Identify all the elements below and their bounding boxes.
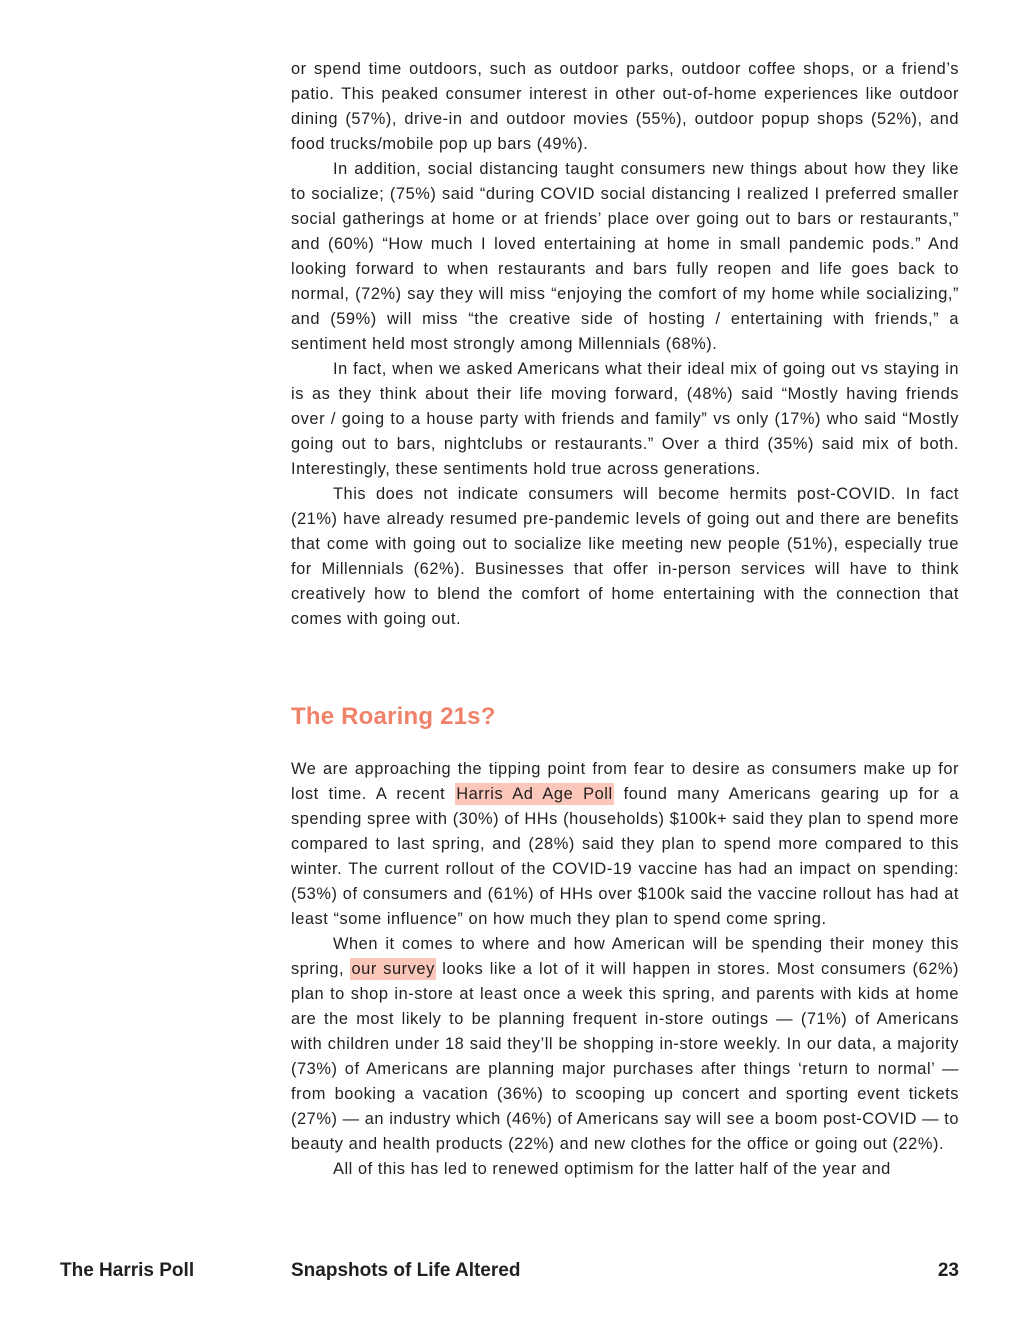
section-heading: The Roaring 21s? [291,703,496,730]
harris-ad-age-poll-link[interactable]: Harris Ad Age Poll [456,785,613,803]
paragraph-spending-stores [291,932,959,1157]
paragraph-ideal-mix: In fact, when we asked Americans what their ideal mix of going out vs staying in is as they think about their life moving forward, (48%) said “Mostly having friends over / going to a house party with friends and family” vs only (17%) who said “Mostly going out to bars, nightclubs or restaurants.” Over a third (35%) said mix of both. Interestingly, these sentiments hold true across generations. [291,360,959,478]
paragraph-text: When it comes to where and how American will be spending their money this spring, [291,935,959,978]
top-text-block [291,57,959,632]
section-text-block [291,757,959,1182]
our-survey-link[interactable]: our survey [351,960,435,978]
paragraph-optimism: All of this has led to renewed optimism for the latter half of the year and [333,1160,891,1178]
paragraph-text: looks like a lot of it will happen in stores. Most consumers (62%) plan to shop in-store at least once a week this spring, and parents with kids at home are the most likely to be planning frequent in-store outings — (71%) of Americans with children under 18 said they’ll be shopping in-store weekly. In our data, a majority (73%) of Americans are planning major purchases after things ‘return to normal’ — from booking a vacation (36%) to scooping up concert and sporting event tickets (27%) — an industry which (46%) of Americans say will see a boom post-COVID — to beauty and health products (22%) and new clothes for the office or going out (22%). [291,960,959,1153]
paragraph-not-hermits: This does not indicate consumers will become hermits post-COVID. In fact (21%) have already resumed pre-pandemic levels of going out and there are benefits that come with going out to socialize like meeting new people (51%), especially true for Millennials (62%). Businesses that offer in-person services will have to think creatively how to blend the comfort of home entertaining with the connection that comes with going out. [291,485,959,628]
paragraph-social-distancing: In addition, social distancing taught consumers new things about how they like to socialize; (75%) said “during COVID social distancing I realized I preferred smaller social gatherings at home or at friends’ place over going out to bars or restaurants,” and (60%) “How much I loved entertaining at home in small pandemic pods.” And looking forward to when restaurants and bars fully reopen and life goes back to normal, (72%) say they will miss “enjoying the comfort of my home while socializing,” and (59%) will miss “the creative side of hosting / entertaining with friends,” a sentiment held most strongly among Millennials (68%). [291,160,959,353]
paragraph-text: found many Americans gearing up for a spending spree with (30%) of HHs (households) $100k+ said they plan to spend more compared to last spring, and (28%) said they plan to spend more compared to this winter. The current rollout of the COVID-19 vaccine has had an impact on spending: (53%) of consumers and (61%) of HHs over $100k said the vaccine rollout has had at least “some influence” on how much they plan to spend come spring. [291,785,959,928]
footer-report-title: Snapshots of Life Altered [291,1260,521,1281]
paragraph-outdoor-interest: or spend time outdoors, such as outdoor parks, outdoor coffee shops, or a friend’s patio. This peaked consumer interest in other out-of-home experiences like outdoor dining (57%), drive-in and outdoor movies (55%), outdoor popup shops (52%), and food trucks/mobile pop up bars (49%). [291,60,959,153]
paragraph-tipping-point [291,757,959,932]
paragraph-text: We are approaching the tipping point from fear to desire as consumers make up for lost time. A recent [291,760,959,803]
footer-brand: The Harris Poll [60,1260,195,1281]
footer-page-number: 23 [937,1260,959,1281]
